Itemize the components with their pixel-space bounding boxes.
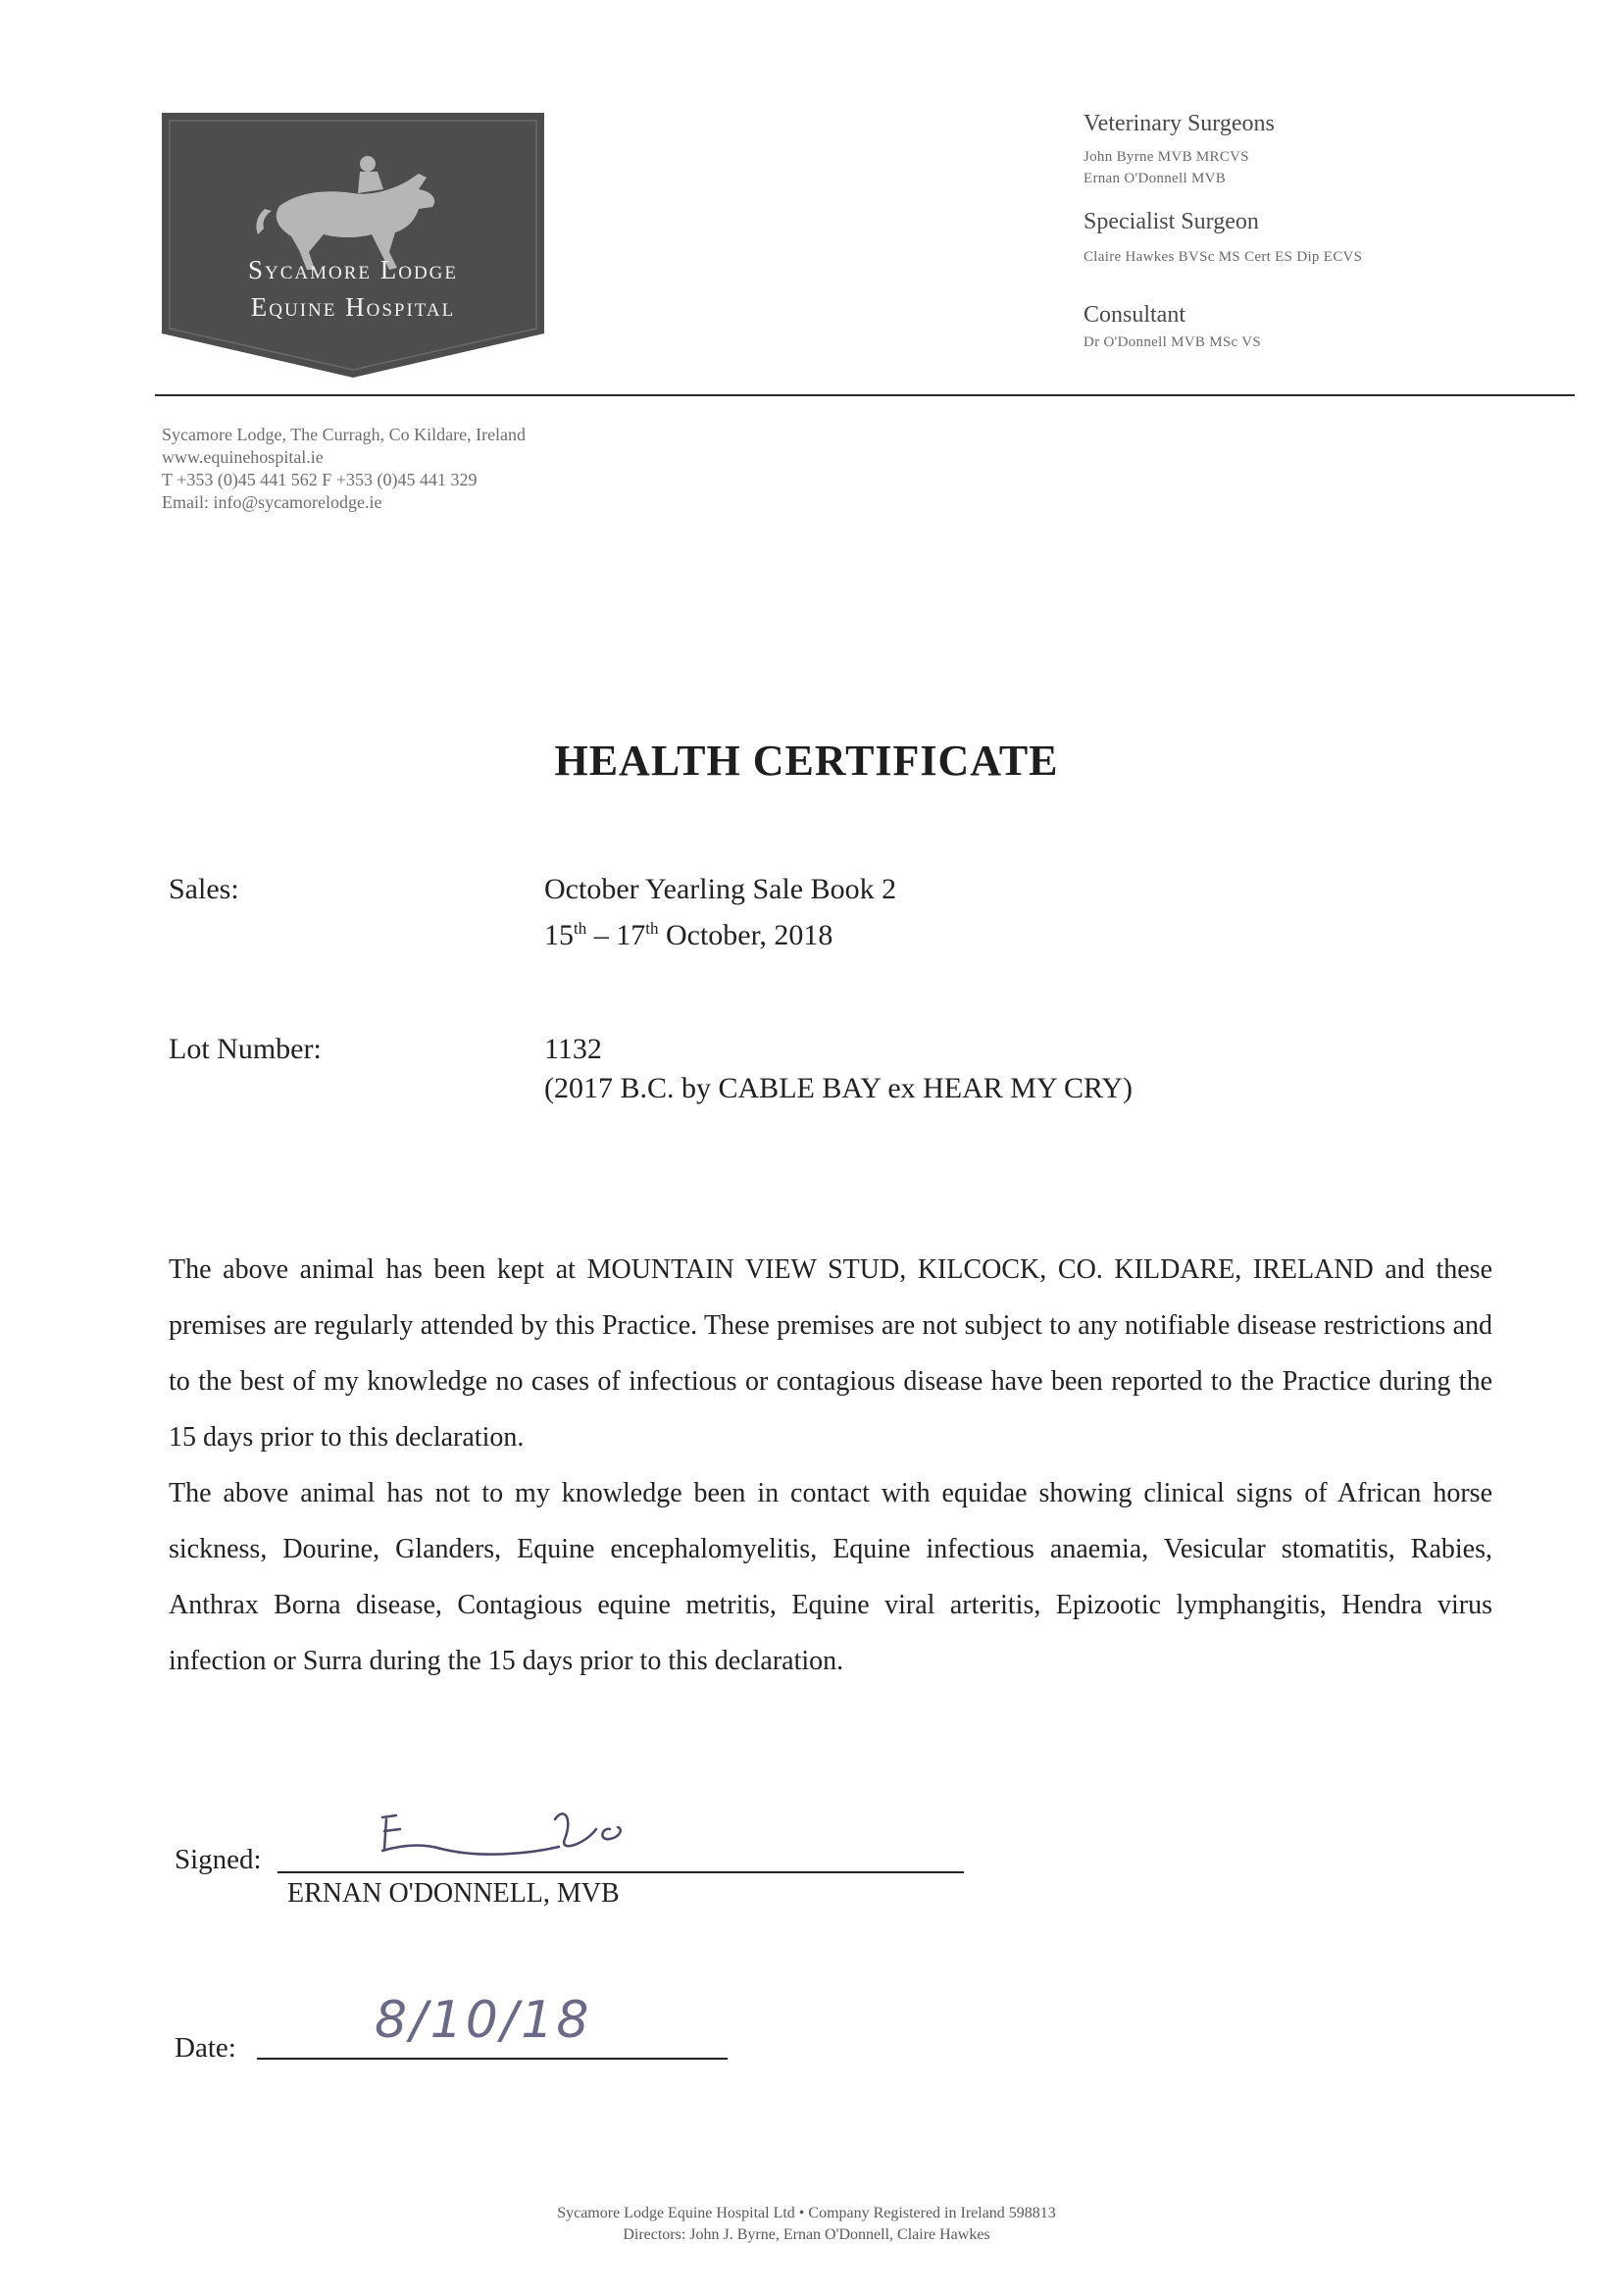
logo-line-1: Sycamore Lodge: [247, 255, 459, 284]
consultant-name: Dr O'Donnell MVB MSc VS: [1084, 334, 1262, 350]
handwritten-date: 8/10/18: [375, 1991, 592, 2050]
contact-phone: T +353 (0)45 441 562 F +353 (0)45 441 329: [162, 470, 478, 489]
footer-company: Sycamore Lodge Equine Hospital Ltd • Company Registered in Ireland 598813: [557, 2205, 1056, 2221]
lot-value: [544, 1030, 1133, 1108]
sales-label: Sales:: [169, 873, 239, 905]
header-divider: [155, 394, 1575, 396]
vet-name: John Byrne MVB MRCVS: [1084, 149, 1249, 165]
date-label: Date:: [175, 2032, 236, 2064]
lot-label: Lot Number:: [169, 1033, 322, 1065]
sale-dates: 15th – 17th October, 2018: [544, 919, 833, 951]
vets-heading: Veterinary Surgeons: [1084, 111, 1275, 136]
date-line: [257, 2058, 728, 2060]
specialist-name: Claire Hawkes BVSc MS Cert ES Dip ECVS: [1084, 249, 1363, 265]
specialist-heading: Specialist Surgeon: [1084, 209, 1259, 234]
contact-address: Sycamore Lodge, The Curragh, Co Kildare, Ireland: [162, 425, 527, 444]
contact-website: www.equinehospital.ie: [162, 447, 324, 467]
lot-description: (2017 B.C. by CABLE BAY ex HEAR MY CRY): [544, 1072, 1134, 1104]
signed-label: Signed:: [175, 1844, 262, 1875]
sales-value: [544, 870, 896, 955]
vet-name: Ernan O'Donnell MVB: [1084, 171, 1227, 186]
sale-name: October Yearling Sale Book 2: [544, 873, 897, 905]
footer-directors: Directors: John J. Byrne, Ernan O'Donnell, Claire Hawkes: [623, 2226, 990, 2243]
premises-declaration: The above animal has been kept at MOUNTAIN VIEW STUD, KILCOCK, CO. KILDARE, IRELAND and these premises are regularly attended by this Practice. These premises are not subject to any notifiable disease restrictions and to the best of my knowledge no cases of infectious or contagious disease have been reported to the Practice during the 15 days prior to this declaration.: [169, 1254, 1492, 1453]
contact-email: Email: info@sycamorelodge.ie: [162, 492, 382, 512]
consultant-heading: Consultant: [1084, 302, 1186, 328]
signature-image: [363, 1800, 716, 1878]
logo-line-2: Equine Hospital: [250, 292, 456, 322]
contact-block: [162, 424, 526, 514]
signatory-name: ERNAN O'DONNELL, MVB: [287, 1878, 620, 1909]
disease-declaration: The above animal has not to my knowledge been in contact with equidae showing clinical signs of African horse sickness, Dourine, Glanders, Equine encephalomyelitis, Equine infectious anaemia, Vesicular stomatitis, Rabies, Anthrax Borna disease, Contagious equine metritis, Equine viral arteritis, Epizootic lymphangitis, Hendra virus infection or Surra during the 15 days prior to this declaration.: [169, 1478, 1492, 1676]
hospital-logo: [162, 113, 544, 383]
page-title: HEALTH CERTIFICATE: [554, 737, 1059, 785]
lot-number: 1132: [544, 1033, 602, 1065]
